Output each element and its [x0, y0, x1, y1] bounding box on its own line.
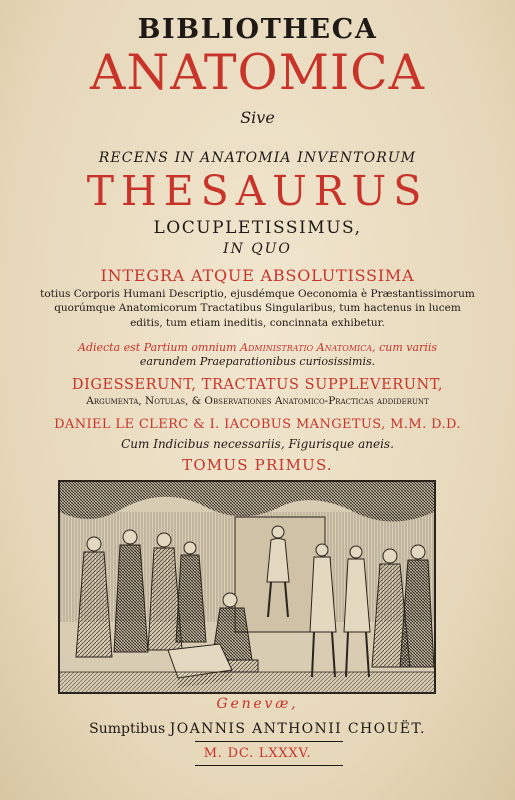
engraving-illustration	[60, 482, 434, 692]
title-line-recens: RECENS IN ANATOMIA INVENTORUM	[98, 150, 417, 166]
description-line-1: totius Corporis Humani Descriptio, ejusdémque Oeconomia è Præstantissimorum	[40, 288, 475, 300]
engraving-anatomy-scene	[58, 480, 436, 694]
imprint-name: JOANNIS ANTHONII CHOUËT.	[169, 721, 426, 737]
adiecta-part-a: Adiecta est Partium omnium	[78, 341, 237, 354]
title-line-bibliotheca: BIBLIOTHECA	[137, 14, 378, 45]
title-line-digesserunt: DIGESSERUNT, TRACTATUS SUPPLEVERUNT,	[71, 377, 444, 393]
imprint-date: M. DC. LXXXV.	[203, 746, 312, 761]
imprint-publisher	[0, 721, 515, 737]
adiecta-part-c: cum variis	[379, 341, 437, 354]
imprint-rule-top	[195, 741, 343, 742]
description-line-3: editis, tum etiam ineditis, concinnata exhibetur.	[130, 317, 385, 329]
imprint-sumptibus: Sumptibus	[89, 721, 166, 737]
imprint-rule-bottom	[195, 765, 343, 766]
volume-line: TOMUS PRIMUS.	[182, 456, 333, 474]
indices-line: Cum Indicibus necessariis, Figurisque aneis.	[121, 437, 394, 451]
authors-line: DANIEL LE CLERC & I. IACOBUS MANGETUS, M.M. D.D.	[54, 417, 461, 432]
title-line-integra: INTEGRA ATQUE ABSOLUTISSIMA	[100, 266, 415, 285]
imprint-place: Genevæ,	[216, 696, 299, 712]
title-line-sive: Sive	[240, 108, 275, 127]
title-line-anatomica: ANATOMICA	[89, 44, 426, 101]
adiecta-part-b: Administratio Anatomica,	[240, 341, 376, 354]
argumenta-line: Argumenta, Notulas, & Observationes Anatomico-Practicas addiderunt	[86, 395, 429, 407]
description-line-2: quorúmque Anatomicorum Tractatibus Singularibus, tum hactenus in lucem	[54, 302, 461, 314]
adiecta-line	[0, 341, 515, 354]
earundem-line: earundem Praeparationibus curiosissimis.	[139, 355, 376, 368]
title-line-locupletissimus: LOCUPLETISSIMUS,	[153, 218, 362, 238]
title-line-thesaurus: THESAURUS	[86, 167, 429, 215]
title-line-in-quo: IN QUO	[223, 241, 292, 257]
